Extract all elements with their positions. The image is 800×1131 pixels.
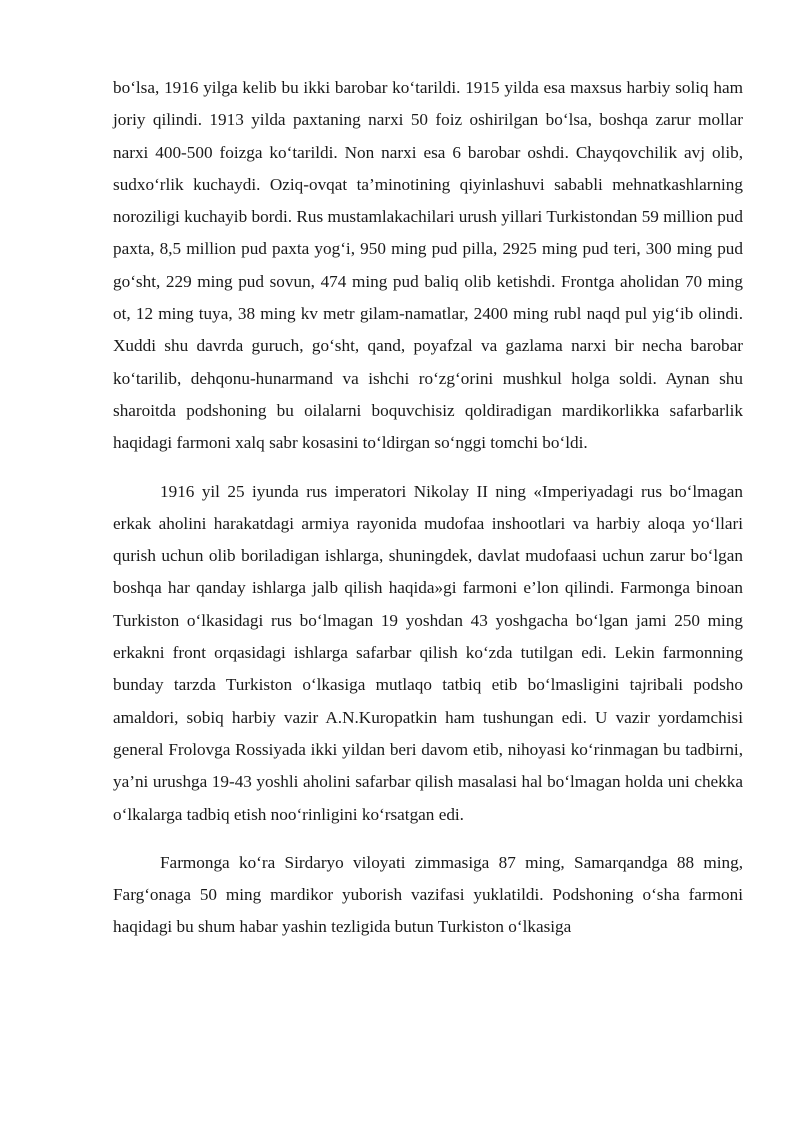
document-page <box>113 72 743 944</box>
paragraph-1: bo‘lsa, 1916 yilga kelib bu ikki barobar ko‘tarildi. 1915 yilda esa maxsus harbiy soliq ham joriy qilindi. 1913 yilda paxtaning narxi 50 foiz oshirilgan bo‘lsa, boshqa zarur mollar narxi 400-500 foizga ko‘tarildi. Non narxi esa 6 barobar oshdi. Chayqovchilik avj olib, sudxo‘rlik kuchaydi. Oziq-ovqat ta’minotining qiyinlashuvi sababli mehnatkashlarning noroziligi kuchayib bordi. Rus mustamlakachilari urush yillari Turkistondan 59 million pud paxta, 8,5 million pud paxta yog‘i, 950 ming pud pilla, 2925 ming pud teri, 300 ming pud go‘sht, 229 ming pud sovun, 474 ming pud baliq olib ketishdi. Frontga aholidan 70 ming ot, 12 ming tuya, 38 ming kv metr gilam-namatlar, 2400 ming rubl naqd pul yig‘ib olindi. Xuddi shu davrda guruch, go‘sht, qand, poyafzal va gazlama narxi bir necha barobar ko‘tarilib, dehqonu-hunarmand va ishchi ro‘zg‘orini mushkul holga soldi. Aynan shu sharoitda podshoning bu oilalarni boquvchisiz qoldiradigan mardikorlikka safarbarlik haqidagi farmoni xalq sabr kosasini to‘ldirgan so‘nggi tomchi bo‘ldi. <box>113 78 743 453</box>
paragraph-2: 1916 yil 25 iyunda rus imperatori Nikolay II ning «Imperiyadagi rus bo‘lmagan erkak aholini harakatdagi armiya rayonida mudofaa inshootlari va harbiy aloqa yo‘llari qurish uchun olib boriladigan ishlarga, shuningdek, davlat mudofaasi uchun zarur bo‘lgan boshqa har qanday ishlarga jalb qilish haqida»gi farmoni e’lon qilindi. Farmonga binoan Turkiston o‘lkasidagi rus bo‘lmagan 19 yoshdan 43 yoshgacha bo‘lgan jami 250 ming erkakni front orqasidagi ishlarga safarbar qilish ko‘zda tutilgan edi. Lekin farmonning bunday tarzda Turkiston o‘lkasiga mutlaqo tatbiq etib bo‘lmasligini tajribali podsho amaldori, sobiq harbiy vazir A.N.Kuropatkin ham tushungan edi. U vazir yordamchisi general Frolovga Rossiyada ikki yildan beri davom etib, nihoyasi ko‘rinmagan bu tadbirni, ya’ni urushga 19-43 yoshli aholini safarbar qilish masalasi hal bo‘lmagan holda uni chekka o‘lkalarga tadbiq etish noo‘rinligini ko‘rsatgan edi. <box>113 481 743 824</box>
paragraph-3: Farmonga ko‘ra Sirdaryo viloyati zimmasiga 87 ming, Samarqandga 88 ming, Farg‘onaga 50 ming mardikor yuborish vazifasi yuklatildi. Podshoning o‘sha farmoni haqidagi bu shum habar yashin tezligida butun Turkiston o‘lkasiga <box>113 852 743 937</box>
